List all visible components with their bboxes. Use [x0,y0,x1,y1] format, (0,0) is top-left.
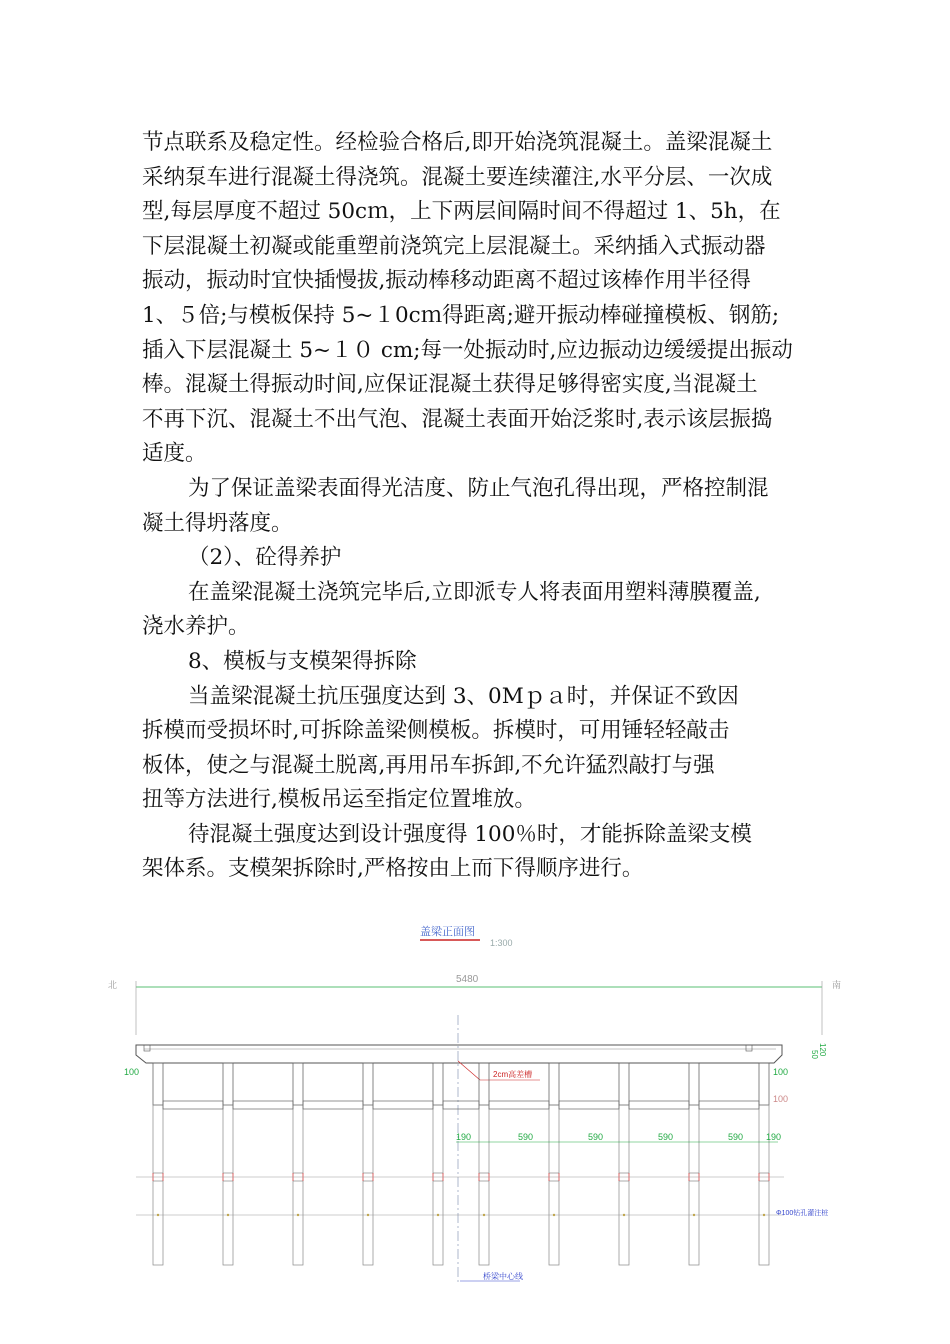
figure-scale: 1:300 [490,938,513,948]
column [479,1063,489,1105]
pile-label: Φ100钻孔灌注桩 [776,1210,829,1217]
text-line: 当盖梁混凝土抗压强度达到 3、0Mｐａ时，并保证不致因 [188,683,739,709]
centerline-label: 桥梁中心线 [483,1272,523,1281]
pile-lower [363,1181,373,1265]
text-line: 扭等方法进行,模板吊运至指定位置堆放。 [142,787,536,813]
cap-beam-end-right [746,1045,752,1051]
tie-beam [489,1101,549,1109]
pile-lower [759,1181,769,1265]
tie-beam [233,1101,293,1109]
text-line: 节点联系及稳定性。经检验合格后,即开始浇筑混凝土。盖梁混凝土 [142,130,773,155]
columns-group [153,1063,769,1265]
tie-beam [373,1101,433,1109]
pile-lower [619,1181,629,1265]
text-line: 架体系。支模架拆除时,严格按由上而下得顺序进行。 [142,856,644,882]
text-line: 待混凝土强度达到设计强度得 100％时，才能拆除盖梁支模 [188,821,752,847]
right-dim-b: 50 [810,1050,819,1059]
tie-beam [559,1101,619,1109]
bent-cap-elevation-drawing [100,915,860,1295]
body-text [142,126,812,887]
text-line: 采纳泵车进行混凝土得浇筑。混凝土要连续灌注,水平分层、一次成 [142,164,773,190]
column [223,1063,233,1105]
span-labels-group [456,1132,781,1142]
tie-beam [443,1101,479,1109]
text-line: 凝土得坍落度。 [142,510,293,536]
pile-lower [549,1181,559,1265]
cap-beam [136,1045,782,1063]
column [433,1063,443,1105]
pile-lower [153,1181,163,1265]
pile-upper [619,1105,629,1173]
left-dim: 100 [124,1067,140,1077]
pile-upper [549,1105,559,1173]
text-line: 下层混凝土初凝或能重塑前浇筑完上层混凝土。采纳插入式振动器 [142,233,766,259]
span-label: 590 [588,1132,604,1142]
pile-lower [293,1181,303,1265]
text-line: 为了保证盖梁表面得光洁度、防止气泡孔得出现，严格控制混 [188,475,769,501]
text-line: 在盖梁混凝土浇筑完毕后,立即派专人将表面用塑料薄膜覆盖, [188,579,761,605]
pile-upper [433,1105,443,1173]
span-label: 590 [728,1132,744,1142]
south-label: 南 [832,980,842,990]
pile-lower [223,1181,233,1265]
column [759,1063,769,1105]
right-dim-c: 100 [773,1067,789,1077]
column [689,1063,699,1105]
tie-beam [163,1101,223,1109]
pile-upper [689,1105,699,1173]
tie-beam [303,1101,363,1109]
pile-upper [479,1105,489,1173]
text-line: 1、５倍;与模板保持 5~１0cｍ得距离;避开振动棒碰撞模板、钢筋; [142,302,780,328]
pile-lower [689,1181,699,1265]
column [293,1063,303,1105]
right-dim-a: 120 [818,1043,827,1057]
pile-upper [363,1105,373,1173]
right-dim-d: 100 [773,1094,789,1104]
text-line: 不再下沉、混凝土不出气泡、混凝土表面开始泛浆时,表示该层振捣 [142,406,773,432]
pile-upper [293,1105,303,1173]
text-line: 浇水养护。 [142,614,250,640]
text-line: 板体，使之与混凝土脱离,再用吊车拆卸,不允许猛烈敲打与强 [142,752,715,778]
column [363,1063,373,1105]
column [549,1063,559,1105]
drawing-canvas [100,915,860,1295]
pile-lower [433,1181,443,1265]
section-heading: （2）、砼得养护 [188,545,342,571]
section-heading: 8、模板与支模架得拆除 [188,648,417,674]
text-line: 拆模而受损坏时,可拆除盖梁侧模板。拆模时，可用锤轻轻敲击 [142,718,730,744]
pile-lower [479,1181,489,1265]
total-dimension: 5480 [456,974,479,985]
span-label: 190 [766,1132,782,1142]
slot-leader [458,1061,480,1080]
text-line: 适度。 [142,441,207,467]
column [153,1063,163,1105]
span-label: 190 [456,1132,472,1142]
pile-upper [223,1105,233,1173]
text-line: 振动，振动时宜快插慢拔,振动棒移动距离不超过该棒作用半径得 [142,268,751,294]
pile-upper [153,1105,163,1173]
cap-beam-end-left [144,1045,150,1051]
text-line: 插入下层混凝土 5~１０ cm;每一处振动时,应边振动边缓缓提出振动 [142,337,793,363]
tie-beam [629,1101,689,1109]
span-label: 590 [518,1132,534,1142]
slot-label: 2cm高差槽 [493,1070,533,1079]
text-line: 型,每层厚度不超过 50cｍ，上下两层间隔时间不得超过 1、5h，在 [142,199,781,225]
span-label: 590 [658,1132,674,1142]
text-line: 棒。混凝土得振动时间,应保证混凝土获得足够得密实度,当混凝土 [142,372,758,398]
north-label: 北 [108,980,118,990]
tie-beam [699,1101,759,1109]
figure-title: 盖梁正面图 [420,926,475,938]
column [619,1063,629,1105]
